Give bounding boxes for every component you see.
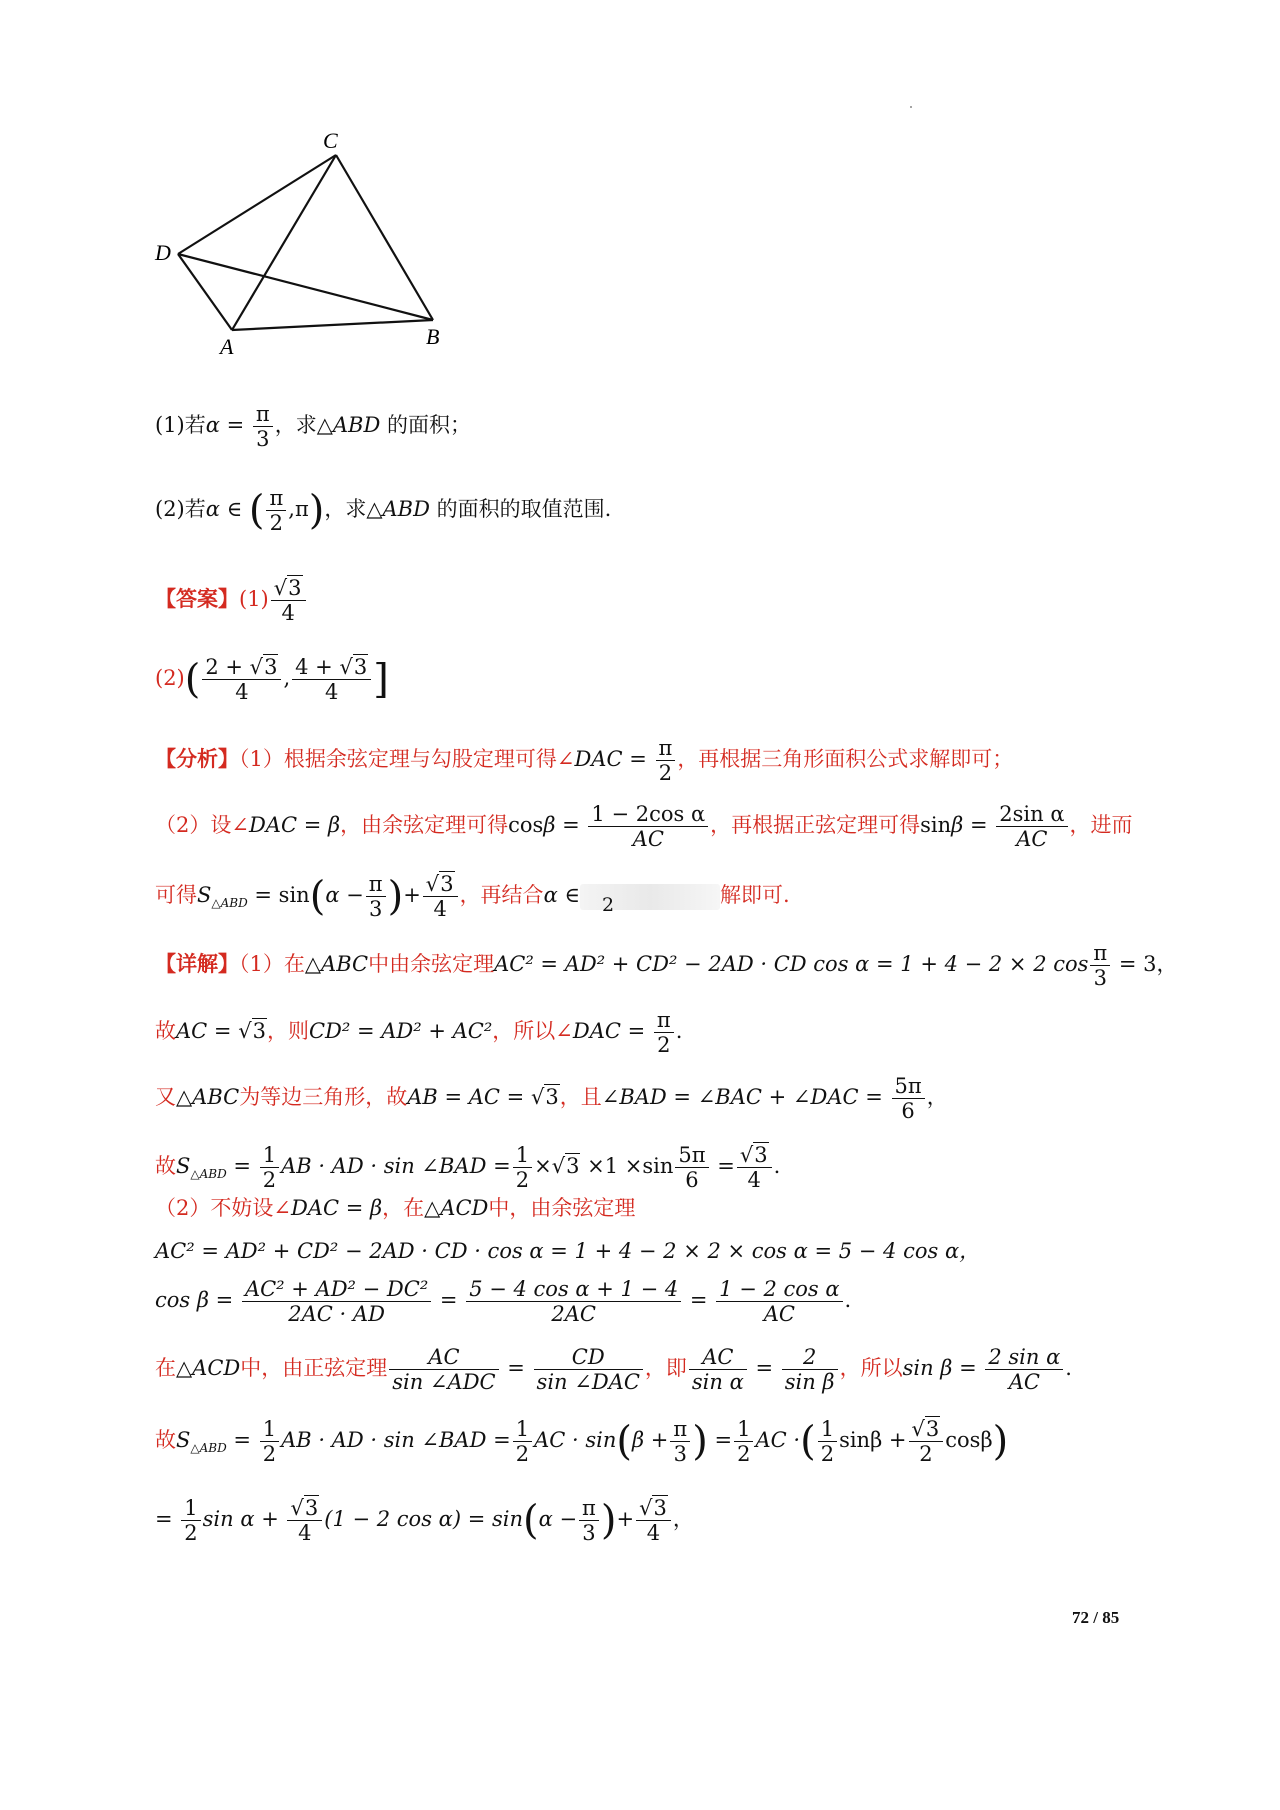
- answer-p2-left: [202, 655, 281, 704]
- q2-prefix: (2)若: [155, 497, 206, 522]
- q1-eq: =: [219, 413, 251, 438]
- analysis-l1-den: 2: [658, 761, 673, 786]
- detail-d3-num: 5π: [892, 1074, 925, 1099]
- answer-p2-left-num-text: 2 +: [205, 655, 250, 679]
- detail-d3-radicand: 3: [545, 1085, 559, 1110]
- detail-d4-expr: AB · AD · sin ∠BAD =: [281, 1154, 511, 1179]
- detail-e5-lparen: (: [616, 1418, 632, 1465]
- detail-d4-den4: 4: [747, 1168, 761, 1193]
- answer-p2-right-sqrt: [339, 654, 368, 679]
- detail-e3-den2: 2AC: [551, 1302, 596, 1327]
- detail-e5a: 故: [155, 1428, 176, 1453]
- analysis-l2a: （2）设∠: [155, 813, 249, 838]
- detail-d4-expr2: ×: [534, 1154, 552, 1179]
- detail-e5-num4: 1: [734, 1417, 753, 1442]
- analysis-l2-cos: cos: [508, 813, 544, 838]
- detail-line-10: [155, 1496, 694, 1545]
- detail-d2-expr: AC =: [176, 1019, 239, 1044]
- detail-e4b: 中，由正弦定理: [240, 1356, 388, 1381]
- detail-e1-expr: DAC = β: [290, 1196, 383, 1220]
- detail-tag: 【详解】: [155, 951, 239, 977]
- obscured-region: [580, 884, 720, 916]
- q2-frac-den: 2: [269, 511, 284, 536]
- detail-e4-den5: AC: [1008, 1370, 1040, 1395]
- detail-d4-fraction-5pi: [675, 1143, 708, 1192]
- analysis-l2-beta-2: β: [951, 813, 964, 838]
- analysis-l3-radicand: 3: [440, 872, 454, 896]
- label-c: C: [323, 130, 338, 153]
- analysis-l3-fraction-1: [366, 872, 386, 921]
- detail-e5-num5: 1: [818, 1417, 837, 1442]
- detail-line-3: [155, 1074, 948, 1123]
- detail-e6-fraction-r3b: [636, 1496, 671, 1545]
- detail-e5-expr3: AC ·: [755, 1428, 801, 1453]
- q2-rparen: ): [308, 487, 325, 534]
- analysis-l3-num2: [423, 872, 458, 897]
- detail-d3c: ，且: [559, 1085, 602, 1110]
- analysis-l1b: ，再根据三角形面积公式求解即可；: [677, 747, 1014, 772]
- detail-e5-num2: 1: [513, 1417, 532, 1442]
- answer-p2-right-den: 4: [324, 680, 339, 705]
- analysis-l3b: ，再结合: [459, 883, 544, 908]
- detail-d4-sub: △ABD: [190, 1167, 227, 1182]
- analysis-line-1: [155, 736, 1013, 785]
- detail-e3-end: .: [844, 1288, 852, 1313]
- detail-d4-eq: =: [226, 1154, 258, 1179]
- detail-d1-num: π: [1090, 941, 1110, 966]
- detail-e5-fraction-pi: [670, 1417, 690, 1466]
- detail-d4-den1: 2: [262, 1168, 277, 1193]
- label-a: A: [220, 334, 234, 359]
- answer-tag: 【答案】: [155, 586, 239, 612]
- detail-e3-fraction-2: [466, 1277, 681, 1326]
- detail-e5-rparen-2: ): [992, 1418, 1009, 1465]
- detail-d1-den: 3: [1093, 966, 1108, 991]
- analysis-l2-dac: DAC = β: [248, 813, 341, 838]
- detail-d1-expr: AC² = AD² + CD² − 2AD · CD cos α = 1 + 4 − 2 × 2 cos: [494, 952, 1089, 977]
- detail-e4-num4: 2: [782, 1345, 838, 1370]
- detail-e6-sina: sin α +: [202, 1507, 286, 1532]
- detail-e6-fraction-pi: [579, 1496, 599, 1545]
- detail-d3b: 为等边三角形，故: [239, 1085, 408, 1110]
- analysis-l3c: 解即可.: [719, 883, 790, 908]
- detail-e2: AC² = AD² + CD² − 2AD · CD · cos α = 1 + 4 − 2 × 2 × cos α = 5 − 4 cos α，: [155, 1239, 981, 1263]
- q2-text: ，求△: [324, 497, 383, 522]
- detail-e6-fraction-r3: [287, 1496, 322, 1545]
- detail-e3-eq1: =: [433, 1288, 465, 1313]
- analysis-l3-alpha: α −: [325, 883, 364, 908]
- detail-e5-eq: =: [226, 1428, 258, 1453]
- detail-d4-den2: 2: [515, 1168, 530, 1193]
- edge-ca: [232, 155, 336, 330]
- detail-e6-lparen: (: [522, 1497, 539, 1544]
- q2-alpha: α: [205, 497, 220, 522]
- detail-d2-dac: DAC =: [572, 1019, 652, 1044]
- detail-d1-fraction: [1090, 941, 1110, 990]
- detail-e5-sinb: sinβ +: [839, 1428, 907, 1453]
- q1-prefix: (1)若: [155, 413, 206, 438]
- edge-db: [178, 254, 433, 320]
- q1-alpha: α: [205, 413, 220, 438]
- detail-line-6: [155, 1241, 980, 1262]
- detail-e5-eq2: =: [707, 1428, 733, 1453]
- analysis-l2-fraction-1: [588, 802, 708, 851]
- detail-e5-cosb: cosβ: [945, 1428, 993, 1453]
- detail-e5-beta: β +: [631, 1428, 669, 1453]
- detail-e6-rparen: ): [600, 1497, 617, 1544]
- detail-e4-fraction-3: [689, 1345, 747, 1394]
- detail-d4-sqrt: [552, 1153, 581, 1178]
- answer-line-1: [155, 576, 308, 625]
- detail-d2-den: 2: [657, 1033, 671, 1058]
- detail-e3-den1: 2AC · AD: [288, 1302, 385, 1327]
- detail-d4-num1: 1: [260, 1143, 279, 1168]
- detail-e4-den4: sin β: [784, 1370, 835, 1395]
- answer-p1-radicand: 3: [288, 576, 302, 600]
- detail-e6-num4: [636, 1496, 671, 1521]
- detail-e6-num2: [287, 1496, 322, 1521]
- detail-d3-end: ，: [926, 1085, 948, 1110]
- detail-e5-expr: AB · AD · sin ∠BAD =: [281, 1428, 511, 1453]
- detail-e3-num3: 1 − 2 cos α: [716, 1277, 842, 1302]
- detail-e6-den2: 4: [298, 1521, 312, 1546]
- q1-tail: 的面积；: [380, 413, 471, 438]
- detail-d2a: 故: [155, 1019, 176, 1044]
- detail-e6-eq: =: [155, 1507, 180, 1532]
- detail-d2-end: .: [675, 1019, 683, 1044]
- detail-e5-num6: [909, 1417, 944, 1442]
- detail-e5-half-3: [734, 1417, 753, 1466]
- q2-pi: ,π: [288, 497, 309, 522]
- q2-in: ∈: [219, 497, 249, 522]
- detail-e6-den1: 2: [184, 1521, 198, 1546]
- detail-d3-fraction: [892, 1074, 925, 1123]
- detail-d3a: 又: [155, 1085, 176, 1110]
- detail-e1c: 中，由余弦定理: [488, 1196, 636, 1220]
- detail-e5-half-2: [513, 1417, 532, 1466]
- speck: [910, 106, 912, 108]
- analysis-l3-plus: +: [403, 883, 421, 908]
- detail-d1-end: = 3，: [1112, 952, 1178, 977]
- analysis-l2b: ，由余弦定理可得: [340, 813, 509, 838]
- detail-line-4: [155, 1143, 780, 1192]
- answer-p2-right-num-text: 4 +: [295, 655, 340, 679]
- answer-line-2: [155, 655, 389, 704]
- detail-e6-radicand: 3: [304, 1496, 319, 1520]
- answer-p2-rbracket: ]: [373, 656, 389, 703]
- detail-e4-fraction-5: [985, 1345, 1063, 1394]
- detail-e5-lparen-2: (: [800, 1418, 816, 1465]
- detail-d2-expr2: CD² = AD² + AC²: [308, 1019, 493, 1044]
- detail-e3-fraction-1: [242, 1277, 431, 1326]
- q2-lparen: (: [248, 487, 265, 534]
- detail-d1a: （1）在: [239, 952, 305, 977]
- analysis-l2-fraction-2: [996, 802, 1067, 851]
- analysis-l2-sin: sin: [920, 813, 952, 838]
- detail-e3-lhs: cos β =: [155, 1288, 240, 1313]
- answer-p2-left-sqrt: [250, 654, 279, 679]
- detail-e3-fraction-3: [716, 1277, 842, 1326]
- analysis-l3a: 可得: [155, 883, 197, 908]
- detail-e4-num2: CD: [534, 1345, 643, 1370]
- q1-abd: ABD: [332, 413, 381, 438]
- detail-e6-half: [181, 1496, 200, 1545]
- detail-d2c: ，所以∠: [492, 1019, 573, 1044]
- triangle-figure: [150, 130, 450, 360]
- analysis-l2-num: 1 − 2cos α: [588, 802, 708, 827]
- analysis-l3-rparen: ): [387, 873, 404, 920]
- detail-e5-den3: 3: [673, 1442, 687, 1467]
- analysis-l3-sub: △ABD: [211, 896, 248, 911]
- detail-e5-radicand: 3: [925, 1417, 940, 1441]
- detail-line-7: [155, 1277, 851, 1326]
- detail-d4-num4: [737, 1143, 772, 1168]
- analysis-l1-num: π: [656, 736, 676, 761]
- detail-d4-fraction-result: [737, 1143, 772, 1192]
- detail-e4-acd: △ACD: [176, 1356, 241, 1381]
- question-1: [155, 402, 471, 451]
- detail-e4d: ，所以: [839, 1356, 903, 1381]
- detail-d2-fraction: [654, 1008, 674, 1057]
- detail-e4c: ，即: [644, 1356, 687, 1381]
- question-2: [155, 486, 611, 535]
- analysis-l1-fraction: [656, 736, 676, 785]
- analysis-l3-fraction-2: [423, 872, 458, 921]
- detail-e5-den5: 2: [820, 1442, 835, 1467]
- detail-d4-den3: 6: [685, 1168, 699, 1193]
- analysis-l2-num2: 2sin α: [996, 802, 1067, 827]
- analysis-l3-den2: 4: [433, 897, 447, 922]
- answer-p2-left-radicand: 3: [264, 655, 278, 679]
- detail-e5-rparen: ): [692, 1418, 708, 1465]
- detail-d2b: ，则: [266, 1019, 309, 1044]
- detail-e6-alpha: α −: [538, 1507, 578, 1532]
- detail-e4-den3: sin α: [691, 1370, 744, 1395]
- analysis-l1a: （1）根据余弦定理与勾股定理可得∠: [239, 747, 575, 772]
- detail-e4-end: .: [1065, 1356, 1072, 1381]
- detail-e4-num1: AC: [389, 1345, 498, 1370]
- q2-fraction: [266, 486, 286, 535]
- answer-p2-right-radicand: 3: [353, 655, 368, 679]
- q1-fraction: [253, 402, 273, 451]
- detail-e4-fraction-4: [782, 1345, 838, 1394]
- detail-e6-expr: (1 − 2 cos α) = sin: [324, 1507, 523, 1532]
- detail-e6-radicand-b: 3: [653, 1496, 667, 1520]
- analysis-l2-beta: β: [543, 813, 556, 838]
- answer-p1-fraction: [271, 576, 306, 625]
- detail-d4-expr3: ×1 ×sin: [580, 1154, 674, 1179]
- detail-e5-den2: 2: [515, 1442, 530, 1467]
- answer-p2-lparen: (: [184, 656, 201, 703]
- detail-d4-s: S: [176, 1154, 191, 1179]
- detail-line-8: 在△ACD中，由正弦定理 $\frac{AC}{\text{sin ∠ADC}}$ = $\frac{CD}{\text{sin ∠DAC}}$ ，即 $\frac{AC}{\text{sin α}}$ = $\frac{2}{\text{sin β}}$ ，所以sin β = $\frac{\text{2 sin α}}{AC}$ .: [155, 1345, 1072, 1395]
- q2-abd: ABD: [382, 497, 430, 522]
- detail-e5-expr2: AC · sin: [534, 1428, 617, 1453]
- q1-frac-den: 3: [256, 427, 270, 452]
- detail-e4-den2: sin ∠DAC: [536, 1370, 640, 1395]
- detail-e5-sub: △ABD: [190, 1441, 227, 1456]
- answer-p1-num: [271, 576, 306, 601]
- detail-e5-half-1: [260, 1417, 279, 1466]
- answer-p2-left-den: 4: [235, 680, 249, 705]
- detail-d3-expr: AB = AC =: [407, 1085, 531, 1110]
- detail-d3-den: 6: [901, 1099, 915, 1124]
- detail-d4-end: .: [773, 1154, 781, 1179]
- detail-line-9: [155, 1417, 1008, 1466]
- detail-e5-den1: 2: [262, 1442, 277, 1467]
- analysis-line-2: （2）设∠DAC = β，由余弦定理可得cosβ = $\frac{\text{1 − 2cos α}}{AC}$ ，再根据正弦定理可得sinβ = $\frac{\text{2sin α}}{AC}$ ，进而: [155, 802, 1133, 852]
- q1-text: ，求△: [274, 413, 333, 438]
- detail-d4a: 故: [155, 1154, 176, 1179]
- detail-e3-den3: AC: [763, 1302, 795, 1327]
- detail-e4-fraction-1: [389, 1345, 498, 1394]
- q2-frac-num: π: [266, 486, 286, 511]
- detail-e5-den6: 2: [919, 1442, 933, 1467]
- analysis-l2d: ，进而: [1069, 813, 1133, 838]
- detail-d2-num: π: [654, 1008, 674, 1033]
- detail-d4-num3: 5π: [675, 1143, 708, 1168]
- detail-line-1: [155, 941, 1178, 990]
- detail-e6-num3: π: [579, 1496, 599, 1521]
- edge-cd: [178, 155, 336, 254]
- detail-d4-radicand-b: 3: [754, 1143, 768, 1167]
- analysis-l3-two: 2: [601, 893, 615, 916]
- detail-d3-abc: △ABC: [176, 1085, 240, 1110]
- detail-d2-sqrt: [238, 1018, 267, 1043]
- analysis-l3-den1: 3: [368, 897, 383, 922]
- detail-e4a: 在: [155, 1356, 176, 1381]
- detail-e6-end: ，: [672, 1507, 694, 1532]
- detail-e5-fraction-r3: [909, 1417, 944, 1466]
- detail-e3-num2: 5 − 4 cos α + 1 − 4: [466, 1277, 681, 1302]
- answer-p2-right: [292, 655, 371, 704]
- detail-d4-radicand: 3: [566, 1154, 580, 1179]
- answer-p1-den: 4: [281, 601, 295, 626]
- q1-frac-num: π: [253, 402, 273, 427]
- analysis-line-3: [155, 872, 790, 921]
- label-b: B: [426, 324, 440, 349]
- analysis-l2-den: AC: [632, 827, 664, 852]
- answer-p2-right-num: [292, 655, 371, 680]
- detail-e4-num3: AC: [689, 1345, 747, 1370]
- detail-e5-s: S: [176, 1428, 191, 1453]
- analysis-l1-eq: =: [622, 747, 654, 772]
- detail-d1b: 中由余弦定理: [368, 952, 495, 977]
- label-d: D: [155, 240, 171, 265]
- detail-e1b: ，在: [382, 1196, 425, 1220]
- detail-e6-num1: 1: [181, 1496, 200, 1521]
- detail-e5-num3: π: [670, 1417, 690, 1442]
- analysis-l2-den2: AC: [1016, 827, 1048, 852]
- detail-e4-fraction-2: [534, 1345, 643, 1394]
- detail-e5-num1: 1: [260, 1417, 279, 1442]
- analysis-l1-dac: DAC: [574, 747, 623, 772]
- analysis-l3-alpha2: α ∈: [543, 883, 580, 908]
- analysis-l3-lparen: (: [309, 873, 326, 920]
- detail-e6-plus: +: [616, 1507, 635, 1532]
- detail-e4-num5: 2 sin α: [985, 1345, 1063, 1370]
- answer-p2-left-num: [202, 655, 281, 680]
- detail-d4-eq2: =: [710, 1154, 735, 1179]
- detail-e6-den3: 3: [582, 1521, 596, 1546]
- q2-tail: 的面积的取值范围.: [429, 497, 612, 522]
- answer-p2-comma: ,: [283, 666, 291, 691]
- analysis-l3-s: S: [197, 883, 212, 908]
- detail-line-5: [155, 1198, 635, 1219]
- detail-d4-num2: 1: [513, 1143, 532, 1168]
- detail-d4-half-1: [260, 1143, 279, 1192]
- detail-e1-acd: △ACD: [424, 1196, 489, 1220]
- detail-d1-abc: △ABC: [304, 952, 369, 977]
- analysis-l3-num1: π: [366, 872, 386, 897]
- detail-e4-expr: sin β =: [902, 1356, 984, 1381]
- detail-d3-expr2: ∠BAD = ∠BAC + ∠DAC =: [601, 1085, 890, 1110]
- detail-d3-sqrt: [531, 1084, 560, 1109]
- analysis-l2c: ，再根据正弦定理可得: [710, 813, 921, 838]
- detail-e5-den4: 2: [737, 1442, 751, 1467]
- detail-e6-den4: 4: [646, 1521, 661, 1546]
- detail-e5-half-4: [818, 1417, 837, 1466]
- detail-d4-half-2: [513, 1143, 532, 1192]
- detail-e3-num1: AC² + AD² − DC²: [242, 1277, 431, 1302]
- answer-p2: (2): [155, 666, 185, 691]
- detail-line-2: [155, 1008, 682, 1057]
- edge-ab: [232, 320, 433, 330]
- detail-e1a: （2）不妨设∠: [155, 1196, 291, 1220]
- analysis-tag: 【分析】: [155, 746, 239, 772]
- detail-e3-eq2: =: [683, 1288, 715, 1313]
- analysis-l3-expr: = sin: [247, 883, 310, 908]
- edge-cb: [336, 155, 433, 320]
- detail-e4-den1: sin ∠ADC: [392, 1370, 496, 1395]
- page-number: 72 / 85: [1072, 1608, 1120, 1627]
- answer-p1: (1): [239, 587, 269, 612]
- detail-d2-radicand: 3: [252, 1019, 266, 1044]
